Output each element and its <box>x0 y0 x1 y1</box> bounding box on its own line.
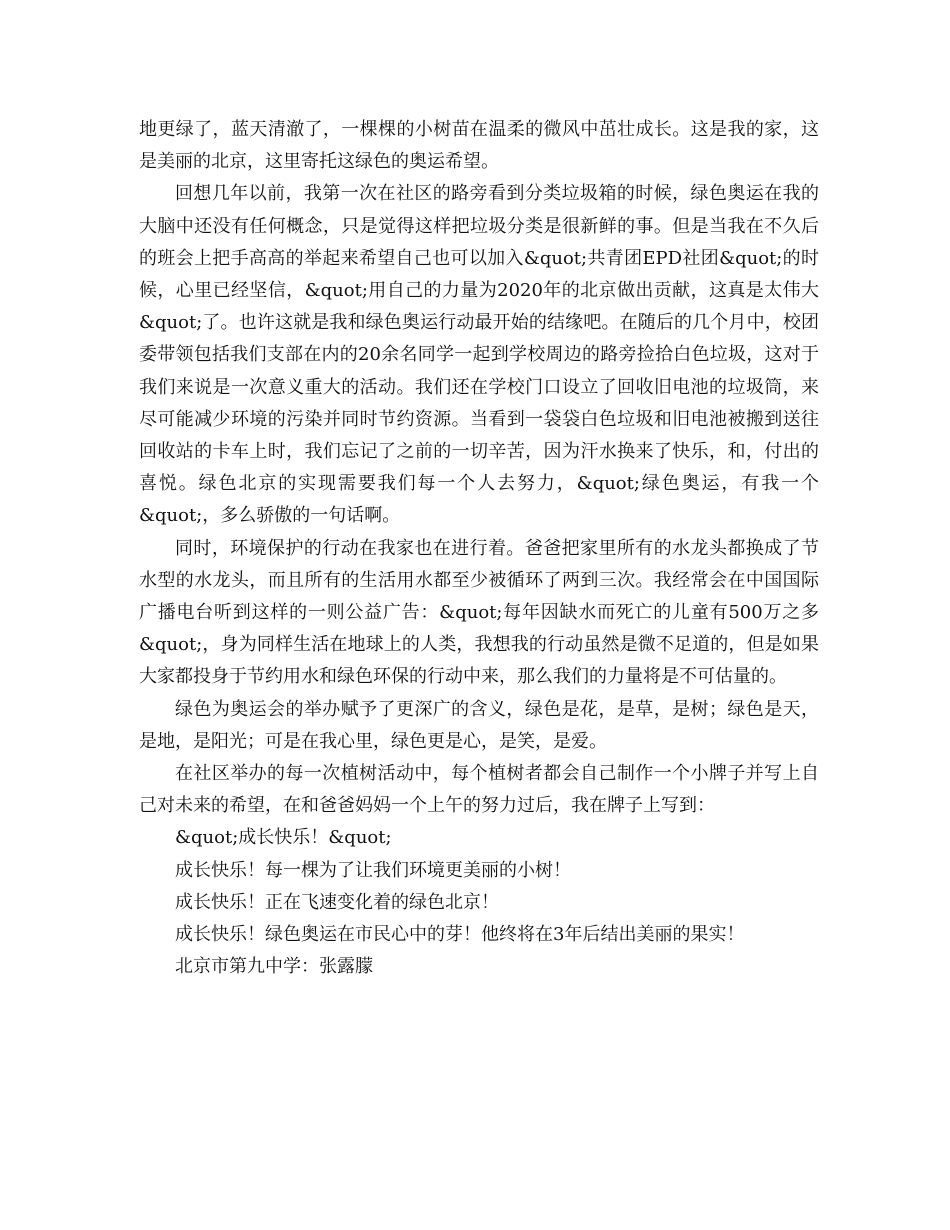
paragraph-green-meaning: 绿色为奥运会的举办赋予了更深广的含义，绿色是花，是草，是树；绿色是天，是地，是阳光；可是在我心里，绿色更是心，是笑，是爱。 <box>139 698 819 752</box>
paragraph-tree-planting: 在社区举办的每一次植树活动中，每个植树者都会自己制作一个小牌子并写上自己对未来的希望，在和爸爸妈妈一个上午的努力过后，我在牌子上写到： <box>139 763 819 817</box>
paragraph-family-action: 同时，环境保护的行动在我家也在进行着。爸爸把家里所有的水龙头都换成了节水型的水龙头，而且所有的生活用水都至少被循环了两到三次。我经常会在中国国际广播电台听到这样的一则公益广告：&quot;每年因缺水而死亡的儿童有500万之多&quot;，身为同样生活在地球上的人类，我想我的行动虽然是微不足道的，但是如果大家都投身于节约用水和绿色环保的行动中来，那么我们的力量将是不可估量的。 <box>139 537 819 688</box>
author-signature: 北京市第九中学：张露朦 <box>175 956 373 978</box>
paragraph-continuation: 地更绿了，蓝天清澈了，一棵棵的小树苗在温柔的微风中茁壮成长。这是我的家，这是美丽的北京，这里寄托这绿色的奥运希望。 <box>139 119 819 173</box>
sign-line-trees: 成长快乐！每一棵为了让我们环境更美丽的小树！ <box>175 859 571 881</box>
document-body <box>139 114 819 983</box>
sign-line-olympics: 成长快乐！绿色奥运在市民心中的芽！他终将在3年后结出美丽的果实！ <box>175 924 745 946</box>
sign-line-beijing: 成长快乐！正在飞速变化着的绿色北京！ <box>175 891 499 913</box>
sign-line-title: &quot;成长快乐！&quot; <box>175 827 392 849</box>
paragraph-recollection: 回想几年以前，我第一次在社区的路旁看到分类垃圾箱的时候，绿色奥运在我的大脑中还没有任何概念，只是觉得这样把垃圾分类是很新鲜的事。但是当我在不久后的班会上把手高高的举起来希望自己也可以加入&quot;共青团EPD社团&quot;的时候，心里已经坚信，&quot;用自己的力量为2020年的北京做出贡献，这真是太伟大&quot;了。也许这就是我和绿色奥运行动最开始的结缘吧。在随后的几个月中，校团委带领包括我们支部在内的20余名同学一起到学校周边的路旁捡拾白色垃圾，这对于我们来说是一次意义重大的活动。我们还在学校门口设立了回收旧电池的垃圾筒，来尽可能减少环境的污染并同时节约资源。当看到一袋袋白色垃圾和旧电池被搬到送往回收站的卡车上时，我们忘记了之前的一切辛苦，因为汗水换来了快乐，和，付出的喜悦。绿色北京的实现需要我们每一个人去努力，&quot;绿色奥运，有我一个&quot;，多么骄傲的一句话啊。 <box>139 183 819 527</box>
